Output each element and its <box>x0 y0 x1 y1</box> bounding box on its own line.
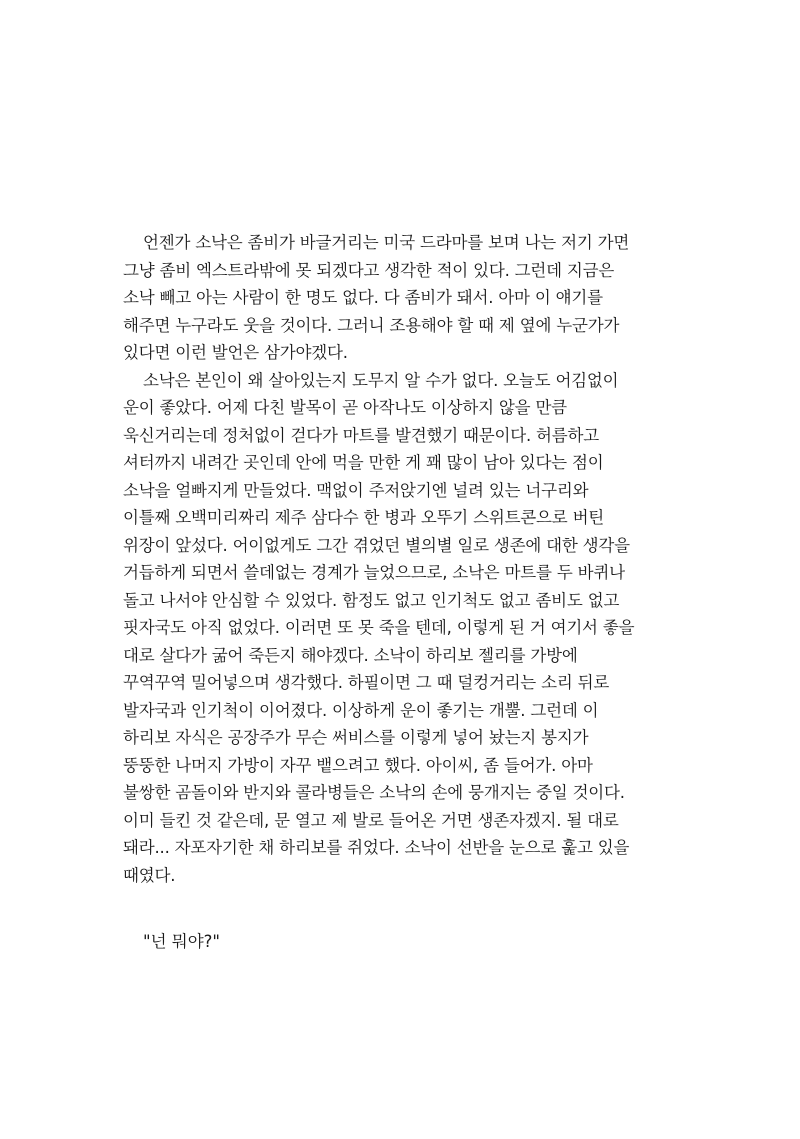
text-line: 그냥 좀비 엑스트라밖에 못 되겠다고 생각한 적이 있다. 그런데 지금은 <box>123 260 615 280</box>
text-line: 언젠가 소낙은 좀비가 바글거리는 미국 드라마를 보며 나는 저기 가면 <box>143 233 630 252</box>
text-line: 운이 좋았다. 어제 다친 발목이 곧 아작나도 이상하지 않을 만큼 <box>123 398 567 417</box>
paragraph-1 <box>123 229 703 367</box>
paragraph-2 <box>123 367 703 890</box>
text-line: 불쌍한 곰돌이와 반지와 콜라병들은 소낙의 손에 뭉개지는 중일 것이다. <box>123 783 625 802</box>
text-line: 돼라... 자포자기한 채 하리보를 쥐었다. 소낙이 선반을 눈으로 훑고 있을 <box>123 838 630 857</box>
text-line: 하리보 자식은 공장주가 무슨 써비스를 이렇게 넣어 놨는지 봉지가 <box>123 728 589 747</box>
body-text <box>123 229 703 889</box>
text-line: 있다면 이런 발언은 삼가야겠다. <box>123 343 348 362</box>
text-line: 위장이 앞섰다. 어이없게도 그간 겪었던 별의별 일로 생존에 대한 생각을 <box>123 535 630 555</box>
text-line: 소낙 빼고 아는 사람이 한 명도 없다. 다 좀비가 돼서. 아마 이 얘기를 <box>123 288 603 307</box>
text-line: 핏자국도 아직 없었다. 이러면 또 못 죽을 텐데, 이렇게 된 거 여기서 좋을 <box>123 618 635 637</box>
text-line: 욱신거리는데 정처없이 걷다가 마트를 발견했기 때문이다. 허름하고 <box>123 425 600 445</box>
text-line: 거듭하게 되면서 쓸데없는 경계가 늘었으므로, 소낙은 마트를 두 바퀴나 <box>123 563 625 582</box>
text-line: 이미 들킨 것 같은데, 문 열고 제 발로 들어온 거면 생존자겠지. 될 대로 <box>123 810 619 830</box>
dialogue-line: "넌 뭐야?" <box>143 932 220 951</box>
text-line: 소낙은 본인이 왜 살아있는지 도무지 알 수가 없다. 오늘도 어김없이 <box>143 370 619 390</box>
text-line: 셔터까지 내려간 곳인데 안에 먹을 만한 게 꽤 많이 남아 있다는 점이 <box>123 453 604 472</box>
text-line: 돌고 나서야 안심할 수 있었다. 함정도 없고 인기척도 없고 좀비도 없고 <box>123 590 620 610</box>
text-line: 발자국과 인기척이 이어졌다. 이상하게 운이 좋기는 개뿔. 그런데 이 <box>123 700 599 720</box>
text-line: 이틀째 오백미리짜리 제주 삼다수 한 병과 오뚜기 스위트콘으로 버틴 <box>123 508 605 527</box>
text-line: 해주면 누구라도 웃을 것이다. 그러니 조용해야 할 때 제 옆에 누군가가 <box>123 315 620 335</box>
text-line: 뚱뚱한 나머지 가방이 자꾸 뱉으려고 했다. 아이씨, 좀 들어가. 아마 <box>123 755 593 775</box>
text-line: 대로 살다가 굶어 죽든지 해야겠다. 소낙이 하리보 젤리를 가방에 <box>123 645 578 665</box>
text-line: 소낙을 얼빠지게 만들었다. 맥없이 주저앉기엔 널려 있는 너구리와 <box>123 480 589 500</box>
text-line: 때였다. <box>123 865 176 885</box>
text-line: 꾸역꾸역 밀어넣으며 생각했다. 하필이면 그 때 덜컹거리는 소리 뒤로 <box>123 673 610 692</box>
